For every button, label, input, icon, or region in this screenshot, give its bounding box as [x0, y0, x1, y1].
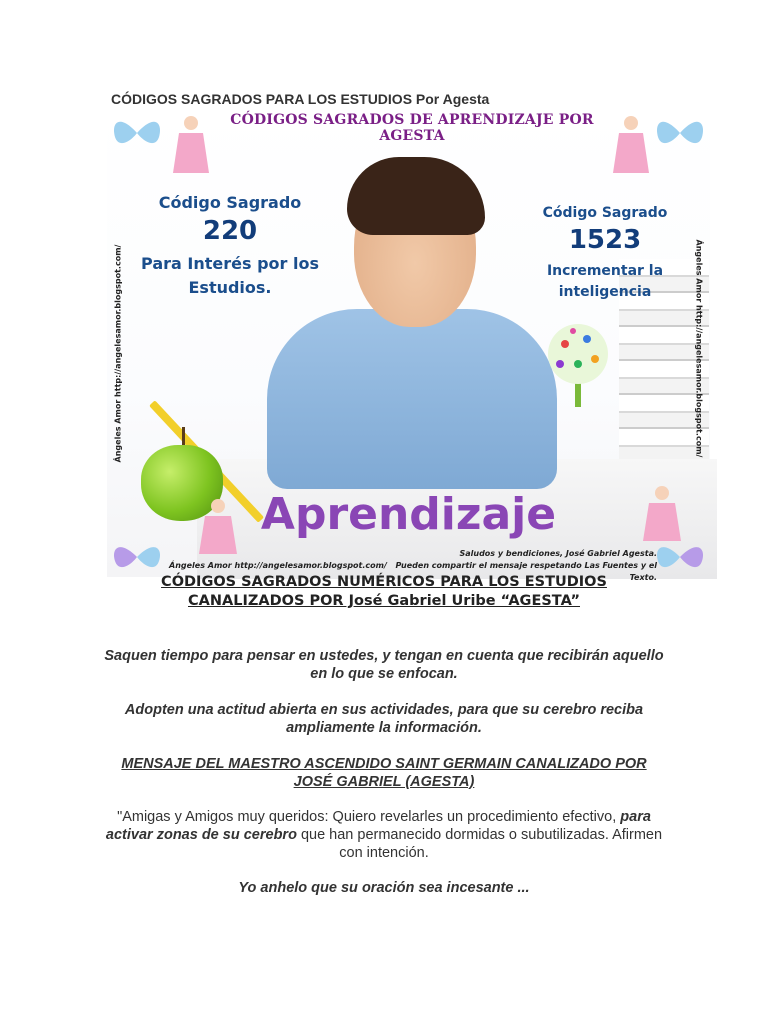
side-watermark-right: Ángeles Amor http://angelesamor.blogspot.com/ — [694, 239, 704, 458]
side-watermark-left: Ángeles Amor http://angelesamor.blogspot.com/ — [113, 244, 123, 463]
paragraph-intro — [104, 808, 664, 862]
banner-title: CÓDIGOS SAGRADOS DE APRENDIZAJE POR AGESTA — [230, 112, 594, 144]
wings-icon — [652, 111, 708, 155]
paragraph-prayer: Yo anhelo que su oración sea incesante ... — [238, 880, 530, 896]
wings-icon — [109, 111, 165, 155]
message-heading: MENSAJE DEL MAESTRO ASCENDIDO SAINT GERMAIN CANALIZADO POR JOSÉ GABRIEL (AGESTA) — [121, 756, 647, 790]
intro-text-end: que han permanecido dormidas o subutilizadas. Afirmen con intención. — [296, 827, 663, 861]
document-title: CÓDIGOS SAGRADOS PARA LOS ESTUDIOS Por Agesta — [111, 91, 490, 107]
credits-line: Pueden compartir el mensaje respetando Las Fuentes y el Texto. — [395, 561, 657, 582]
banner-footer-url: Ángeles Amor http://angelesamor.blogspot.com/ — [169, 561, 387, 570]
paragraph-2: Adopten una actitud abierta en sus actividades, para que su cerebro reciba ampliamente la información. — [124, 702, 644, 736]
boy-hair — [347, 157, 485, 235]
wings-icon — [109, 537, 165, 577]
code-1523-block — [515, 205, 695, 303]
code-number: 1523 — [568, 225, 642, 255]
credits-line: Saludos y bendiciones, José Gabriel Agesta. — [459, 549, 657, 558]
heading-line: CANALIZADOS POR José Gabriel Uribe “AGESTA” — [188, 593, 580, 609]
heading-line: CÓDIGOS SAGRADOS NUMÉRICOS PARA LOS ESTUDIOS — [161, 574, 607, 590]
boy-shirt — [267, 309, 557, 489]
code-label: Código Sagrado — [542, 205, 668, 221]
section-heading — [104, 573, 664, 611]
intro-text: "Amigas y Amigos muy queridos: Quiero revelarles un procedimiento efectivo, — [117, 809, 621, 825]
angel-icon — [607, 111, 655, 181]
apple-stem — [182, 427, 185, 445]
aprendizaje-word: Aprendizaje — [260, 489, 557, 540]
code-description: Incrementar la inteligencia — [546, 263, 664, 300]
paragraph-1: Saquen tiempo para pensar en ustedes, y tengan en cuenta que recibirán aquello en lo que se enfocan. — [104, 648, 664, 682]
number-tree-icon — [535, 319, 621, 409]
code-description: Para Interés por los Estudios. — [141, 254, 319, 297]
code-label: Código Sagrado — [158, 193, 302, 212]
code-220-block — [125, 193, 335, 300]
code-number: 220 — [202, 216, 258, 246]
intro-emphasis: para activar zonas de su cerebro — [105, 809, 651, 843]
angel-icon — [167, 111, 215, 181]
